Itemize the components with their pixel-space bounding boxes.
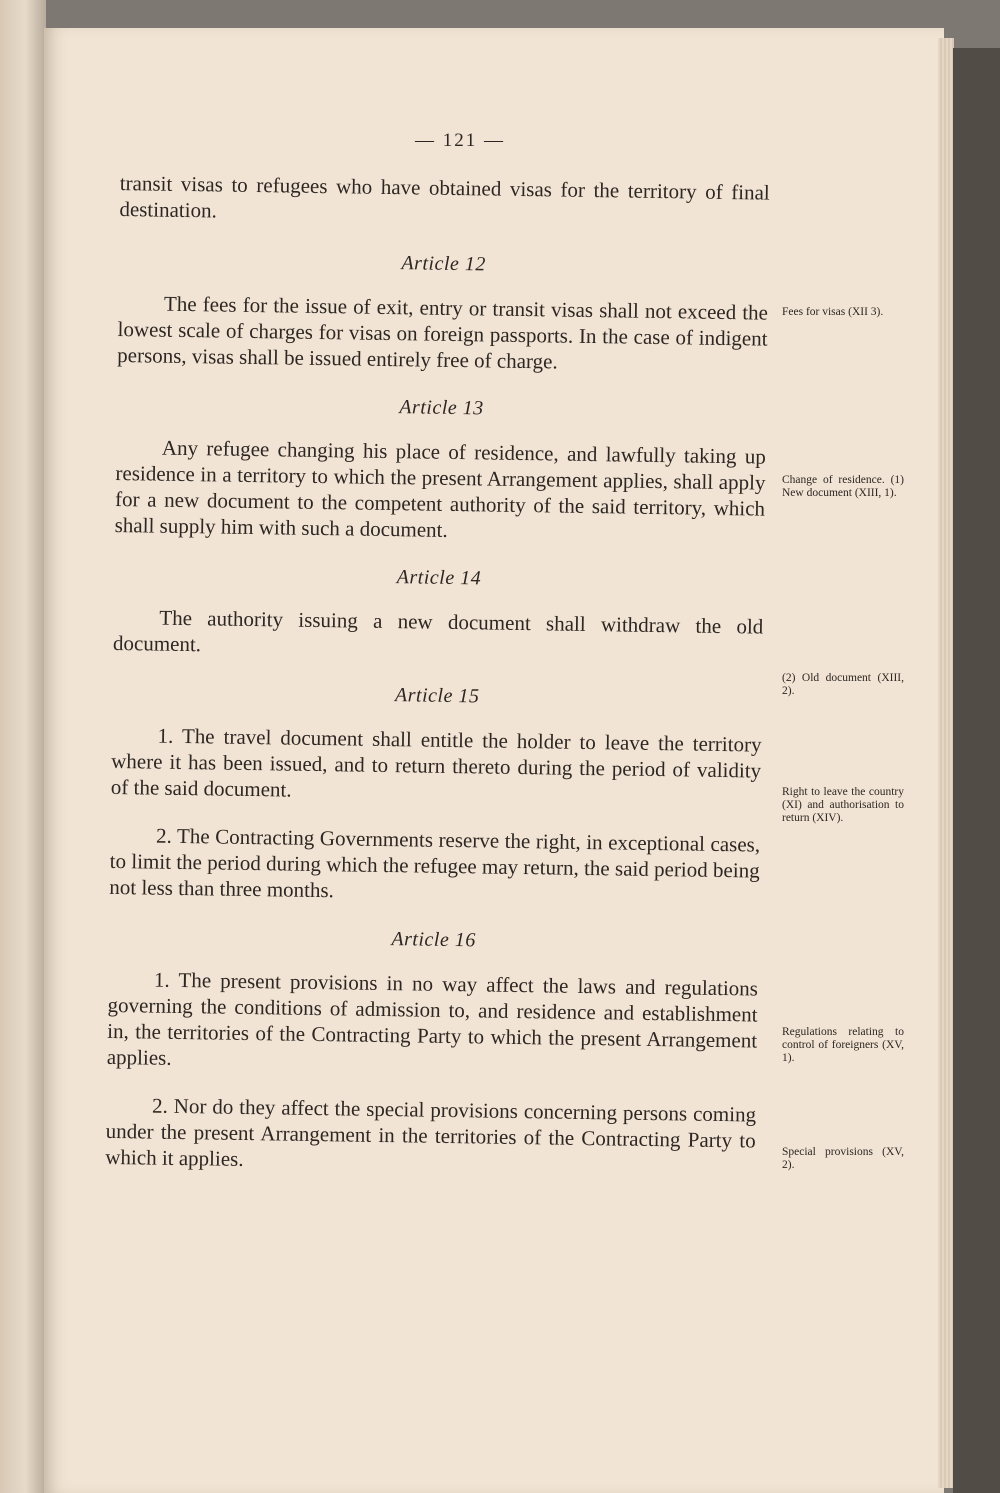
margin-note-change-of-residence: Change of residence. (1) New document (XIII, 1). <box>782 474 904 499</box>
article-15-paragraph-2: 2. The Contracting Governments reserve the right, in exceptional cases, to limit the period during which the refugee may return, the said period being not less than three months. <box>109 823 761 903</box>
article-14-heading: Article 14 <box>396 566 482 590</box>
article-14-paragraph: The authority issuing a new document shall withdraw the old document. <box>112 605 764 657</box>
margin-note-right-to-leave: Right to leave the country (XI) and authorisation to return (XIV). <box>782 786 904 824</box>
article-12-paragraph: The fees for the issue of exit, entry or transit visas shall not exceed the lowest scale of charges for visas on foreign passports. In the case of indigent persons, visas shall be issued entirely free of charge. <box>117 291 769 374</box>
article-16-heading: Article 16 <box>391 928 476 952</box>
article-16-paragraph-2: 2. Nor do they affect the special provisions concerning persons coming under the present Arrangement in the territories of the Contracting Party to which it applies. <box>105 1093 757 1171</box>
intro-paragraph: transit visas to refugees who have obtained visas for the territory of final destination. <box>119 170 770 223</box>
margin-note-old-document: (2) Old document (XIII, 2). <box>782 672 904 697</box>
article-16-paragraph-1: 1. The present provisions in no way affect the laws and regulations governing the conditions of admission to, and residence and establishment in, the territories of the Contracting Party to which the present Arrangement applies. <box>106 967 759 1070</box>
article-13-paragraph: Any refugee changing his place of residence, and lawfully taking up residence in a territory to which the present Arrangement applies, shall apply for a new document to the competent authority of the said territory, which shall supply him with such a document. <box>114 435 766 542</box>
article-13-heading: Article 13 <box>399 396 484 420</box>
article-15-paragraph-1: 1. The travel document shall entitle the holder to leave the territory where it has been issued, and to return thereto during the period of validity of the said document. <box>110 723 762 802</box>
article-15-heading: Article 15 <box>394 684 480 708</box>
main-text <box>105 170 770 1202</box>
article-12-heading: Article 12 <box>401 252 487 276</box>
margin-note-fees: Fees for visas (XII 3). <box>782 306 884 318</box>
page-number: — 121 — <box>415 130 505 151</box>
margin-note-regulations: Regulations relating to control of foreigners (XV, 1). <box>782 1026 904 1064</box>
margin-note-special-provisions: Special provisions (XV, 2). <box>782 1146 904 1171</box>
